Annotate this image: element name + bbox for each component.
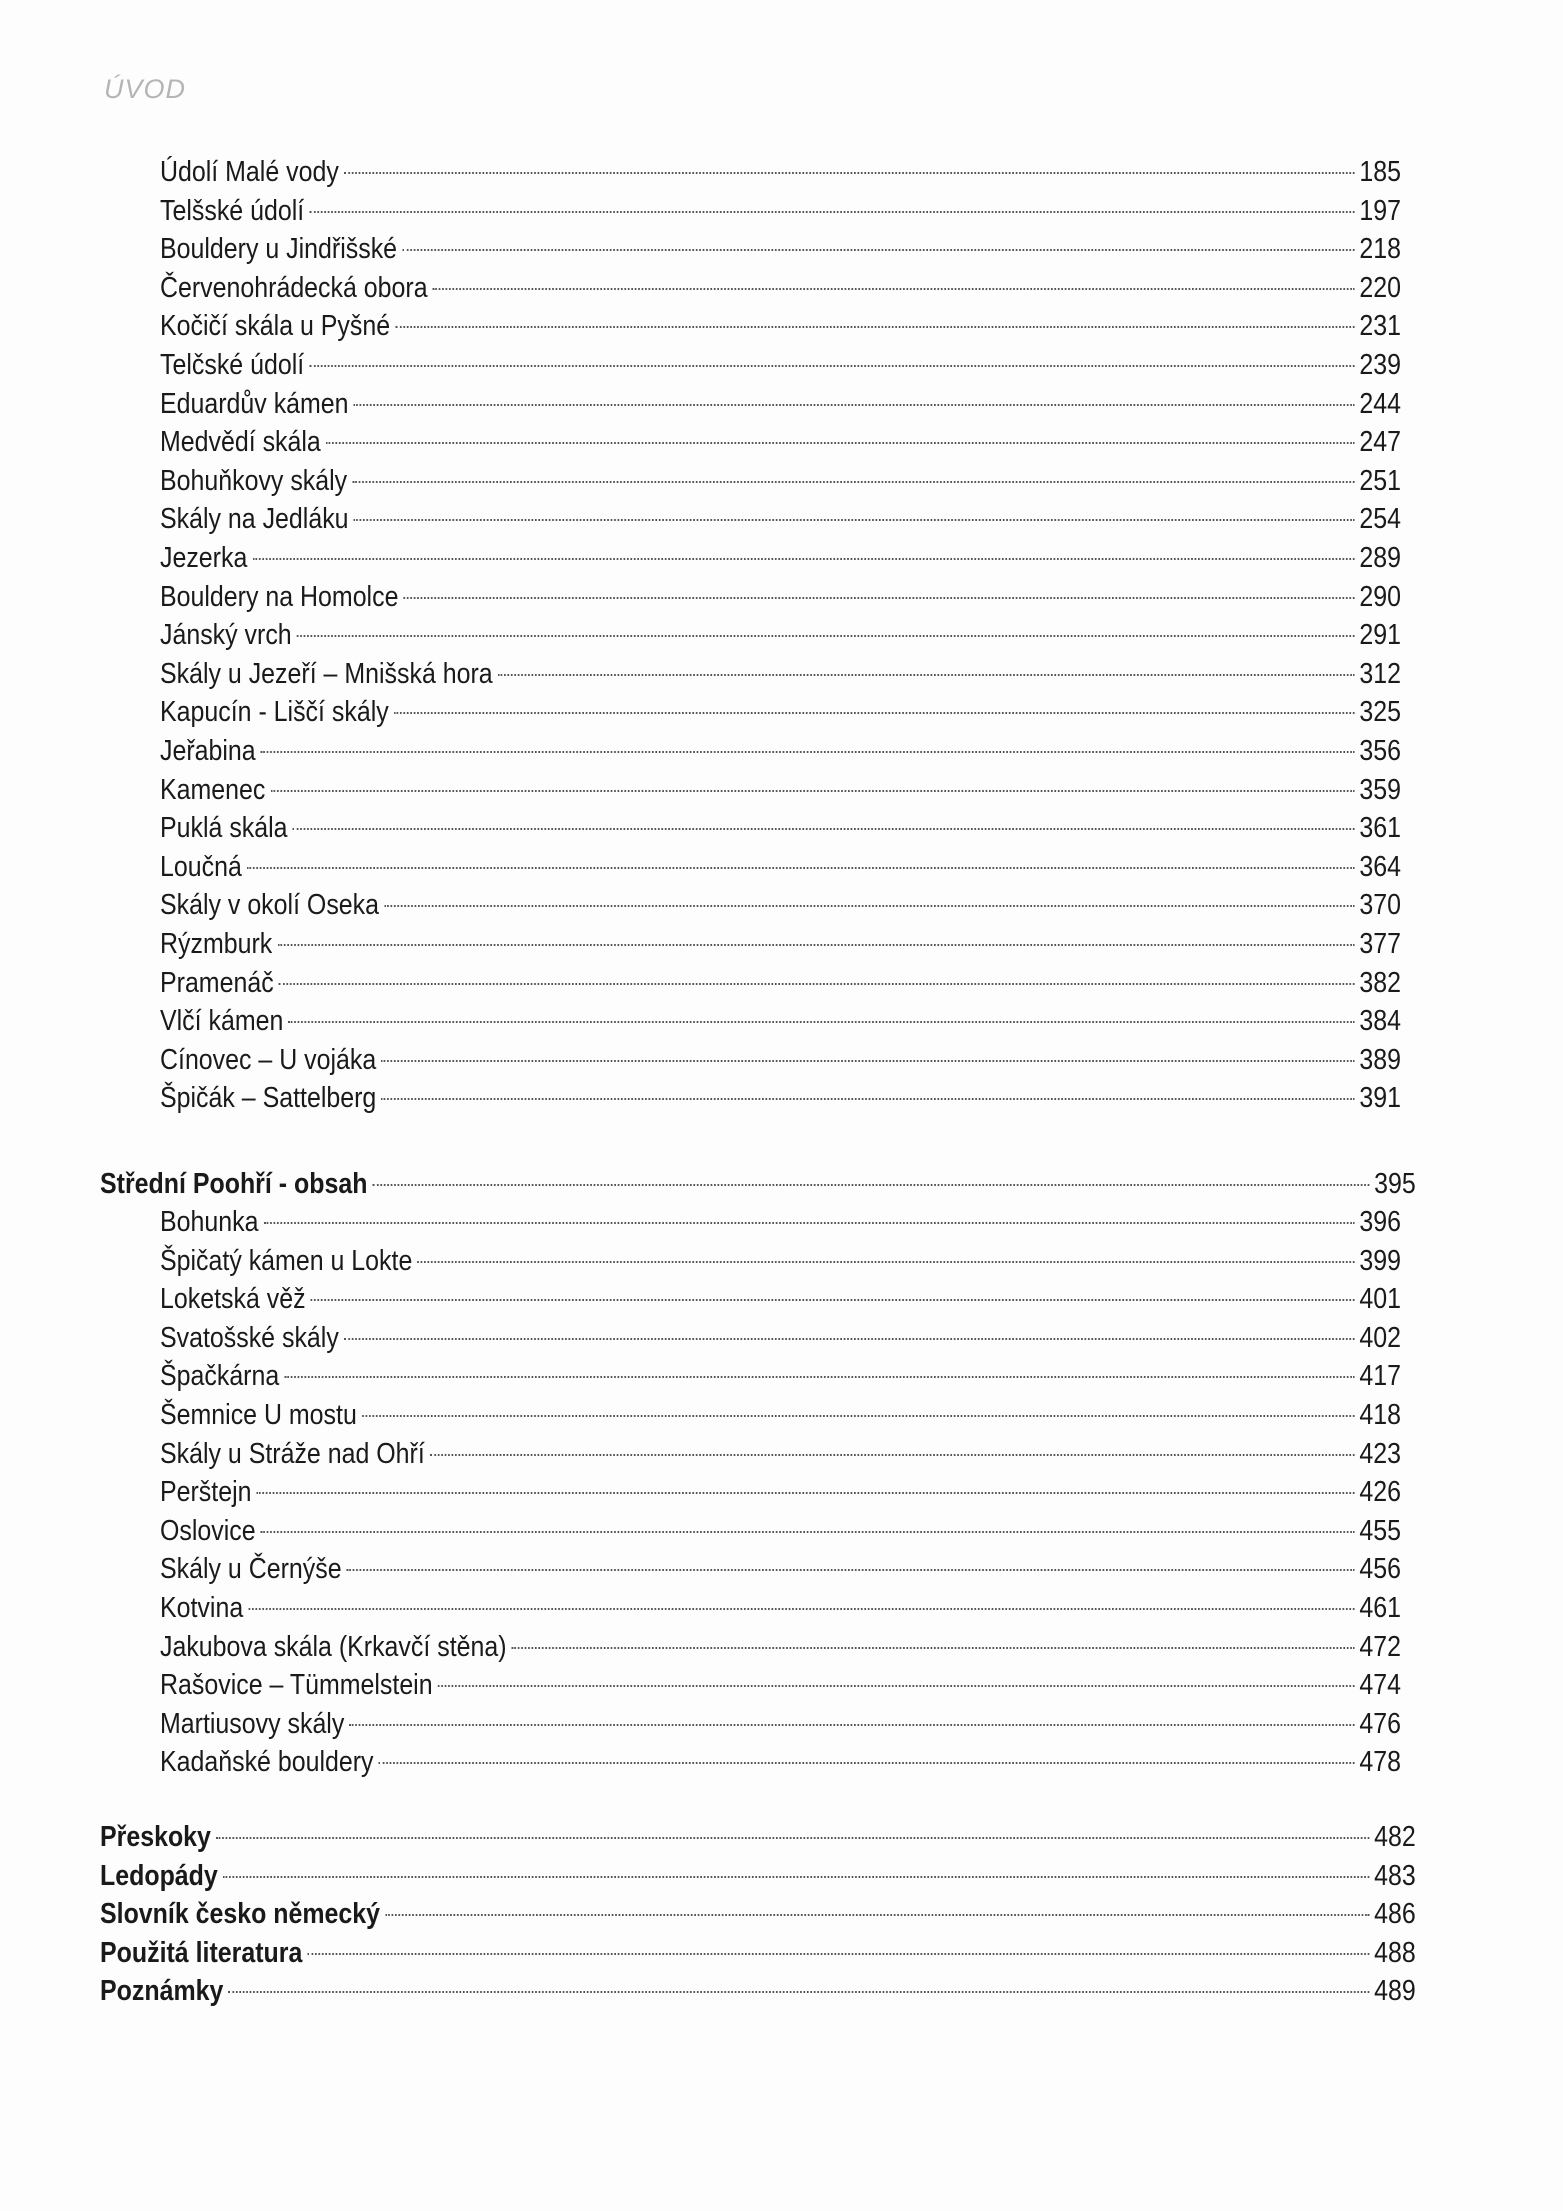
toc-entry-title: Šemnice U mostu	[160, 1399, 357, 1431]
toc-entry-title: Loketská věž	[160, 1283, 306, 1316]
toc-entry-page-number: 359	[1359, 773, 1401, 806]
toc-entry-page-number: 401	[1359, 1283, 1401, 1316]
toc-entry-page-number: 486	[1374, 1898, 1416, 1931]
toc-entry-page-number: 356	[1359, 735, 1401, 767]
toc-entry-title: Vlčí kámen	[160, 1005, 284, 1038]
dot-leader	[438, 1685, 1354, 1687]
dot-leader	[344, 172, 1354, 174]
toc-entry-title: Špičatý kámen u Lokte	[160, 1244, 413, 1277]
dot-leader	[248, 1608, 1354, 1610]
toc-entry-title: Pramenáč	[160, 966, 274, 999]
toc-entry-title: Jeřabina	[160, 735, 256, 767]
toc-entry-title: Kadaňské bouldery	[160, 1746, 374, 1779]
dot-leader	[271, 790, 1355, 792]
toc-entry-page-number: 426	[1359, 1476, 1401, 1509]
dot-leader	[308, 1953, 1370, 1955]
toc-entry-title: Bouldery na Homolce	[160, 580, 399, 613]
toc-entry-title: Jánský vrch	[160, 619, 292, 652]
dot-leader	[347, 1569, 1354, 1571]
toc-entry-page-number: 402	[1359, 1321, 1401, 1354]
dot-leader	[404, 597, 1355, 599]
toc-entry-page-number: 247	[1359, 426, 1401, 459]
toc-entry-title: Cínovec – U vojáka	[160, 1043, 377, 1076]
toc-entry-page-number: 231	[1359, 310, 1401, 343]
toc-entry-title: Kapucín - Liščí skály	[160, 696, 389, 729]
toc-entry-page-number: 377	[1359, 928, 1401, 960]
toc-entry-page-number: 312	[1359, 657, 1401, 690]
toc-entry-title: Bohunka	[160, 1206, 259, 1238]
toc-entry-title: Jezerka	[160, 542, 248, 574]
toc-entry-page-number: 251	[1359, 464, 1401, 497]
toc-entry	[160, 1666, 1401, 1704]
toc-entry-page-number: 461	[1359, 1592, 1401, 1624]
toc-entry-title: Jakubova skála (Krkavčí stěna)	[160, 1630, 507, 1663]
toc-entry-title: Špičák – Sattelberg	[160, 1082, 377, 1115]
dot-leader	[373, 1184, 1369, 1186]
toc-entry	[160, 1435, 1401, 1473]
toc-entry	[160, 385, 1401, 423]
dot-leader	[297, 635, 1354, 637]
toc-entry-page-number: 325	[1359, 696, 1401, 729]
toc-entry-page-number: 455	[1359, 1514, 1401, 1547]
toc-entry-page-number: 364	[1359, 850, 1401, 883]
toc-section-entry	[100, 1818, 1416, 1856]
dot-leader	[395, 326, 1354, 328]
dot-leader	[229, 1991, 1369, 1993]
dot-leader	[385, 1914, 1369, 1916]
toc-section-entry	[100, 1934, 1416, 1972]
dot-leader	[289, 1021, 1355, 1023]
toc-entry-page-number: 218	[1359, 233, 1401, 266]
toc-entry-title: Skály u Černýše	[160, 1553, 342, 1586]
toc-entry-title: Bohuňkovy skály	[160, 464, 348, 497]
toc-entry-page-number: 370	[1359, 889, 1401, 922]
toc-entry-title: Puklá skála	[160, 812, 288, 845]
toc-entry	[160, 848, 1401, 886]
toc-entry	[160, 1280, 1401, 1318]
toc-entry	[160, 925, 1401, 963]
toc-entry	[160, 1319, 1401, 1357]
toc-entry-page-number: 417	[1359, 1360, 1401, 1393]
toc-entry-title: Martiusovy skály	[160, 1707, 345, 1740]
toc-entry-page-number: 456	[1359, 1553, 1401, 1586]
dot-leader	[257, 1492, 1355, 1494]
toc-entry	[160, 693, 1401, 731]
dot-leader	[384, 905, 1354, 907]
dot-leader	[252, 558, 1354, 560]
toc-entry-title: Perštejn	[160, 1476, 252, 1509]
dot-leader	[354, 519, 1354, 521]
dot-leader	[512, 1647, 1354, 1649]
toc-entry	[160, 964, 1401, 1002]
toc-entry	[160, 1473, 1401, 1511]
dot-leader	[216, 1837, 1369, 1839]
toc-entry	[160, 1396, 1401, 1434]
dot-leader	[394, 712, 1354, 714]
toc-entry-title: Svatošské skály	[160, 1321, 339, 1354]
toc-entry-title: Skály v okolí Oseka	[160, 889, 380, 922]
toc-entry	[160, 346, 1401, 384]
dot-leader	[293, 828, 1354, 830]
toc-entry-title: Medvědí skála	[160, 426, 321, 459]
dot-leader	[247, 867, 1354, 869]
toc-entry-title: Eduardův kámen	[160, 387, 349, 420]
toc-entry	[160, 307, 1401, 345]
toc-section-entry	[100, 1165, 1416, 1203]
toc-entry-title: Slovník česko německý	[100, 1898, 381, 1931]
toc-entry-title: Loučná	[160, 850, 242, 883]
toc-entry-title: Skály u Jezeří – Mnišská hora	[160, 657, 493, 690]
dot-leader	[381, 1098, 1354, 1100]
toc-entry	[160, 1743, 1401, 1781]
toc-entry	[160, 655, 1401, 693]
toc-entry	[160, 1550, 1401, 1588]
dot-leader	[402, 249, 1354, 251]
toc-entry	[160, 1079, 1401, 1117]
toc-entry-page-number: 483	[1374, 1859, 1416, 1892]
toc-entry-page-number: 291	[1359, 619, 1401, 652]
toc-entry-page-number: 488	[1374, 1936, 1416, 1969]
toc-entry-title: Použitá literatura	[100, 1936, 303, 1969]
toc-entry-title: Špačkárna	[160, 1360, 280, 1393]
toc-entry-title: Telšské údolí	[160, 194, 305, 227]
running-header: ÚVOD	[104, 74, 187, 104]
toc-entry	[160, 1041, 1401, 1079]
dot-leader	[430, 1454, 1354, 1456]
toc-entry-title: Červenohrádecká obora	[160, 271, 428, 304]
toc-entry-title: Kočičí skála u Pyšné	[160, 310, 391, 343]
toc-entry	[160, 500, 1401, 538]
toc-entry-title: Střední Poohří - obsah	[100, 1168, 368, 1200]
toc-entry-page-number: 361	[1359, 812, 1401, 845]
toc-section-entry	[100, 1857, 1416, 1895]
toc-entry-page-number: 391	[1359, 1082, 1401, 1115]
toc-entry-page-number: 290	[1359, 580, 1401, 613]
dot-leader	[261, 1531, 1354, 1533]
toc-entry-page-number: 476	[1359, 1707, 1401, 1740]
toc-entry	[160, 1002, 1401, 1040]
toc-entry-page-number: 489	[1374, 1975, 1416, 2008]
toc-entry-page-number: 482	[1374, 1821, 1416, 1853]
dot-leader	[498, 674, 1354, 676]
dot-leader	[311, 1299, 1354, 1301]
toc-section-entry	[100, 1972, 1416, 2010]
dot-leader	[309, 211, 1354, 213]
toc-entry-title: Poznámky	[100, 1975, 224, 2008]
toc-entry-page-number: 396	[1359, 1206, 1401, 1238]
toc-entry	[160, 616, 1401, 654]
toc-entry	[160, 578, 1401, 616]
toc-entry-title: Kamenec	[160, 773, 266, 806]
dot-leader	[354, 404, 1354, 406]
toc-entry-page-number: 197	[1359, 194, 1401, 227]
toc-entry-title: Údolí Malé vody	[160, 156, 339, 188]
toc-entry-title: Rašovice – Tümmelstein	[160, 1669, 433, 1702]
toc-entry	[160, 1357, 1401, 1395]
toc-section-entry	[100, 1895, 1416, 1933]
toc-entry-title: Oslovice	[160, 1514, 256, 1547]
toc-entry	[160, 192, 1401, 230]
dot-leader	[417, 1261, 1354, 1263]
toc-entry-title: Rýzmburk	[160, 928, 273, 960]
dot-leader	[433, 288, 1354, 290]
toc-entry-title: Kotvina	[160, 1592, 244, 1624]
toc-entry	[160, 1705, 1401, 1743]
toc-entry-page-number: 418	[1359, 1399, 1401, 1431]
toc-entry-page-number: 185	[1359, 156, 1401, 188]
toc-entry-title: Bouldery u Jindřišské	[160, 233, 398, 266]
toc-entry	[160, 269, 1401, 307]
toc-entry	[160, 886, 1401, 924]
toc-entry	[160, 1628, 1401, 1666]
dot-leader	[362, 1415, 1354, 1417]
dot-leader	[326, 442, 1354, 444]
toc-entry-title: Skály u Stráže nad Ohří	[160, 1437, 425, 1470]
toc-entry-title: Skály na Jedláku	[160, 503, 349, 536]
dot-leader	[261, 751, 1354, 753]
dot-leader	[264, 1222, 1355, 1224]
dot-leader	[381, 1060, 1354, 1062]
toc-entry-page-number: 423	[1359, 1437, 1401, 1470]
toc-entry	[160, 1512, 1401, 1550]
toc-entry	[160, 732, 1401, 770]
dot-leader	[284, 1376, 1354, 1378]
toc-entry-page-number: 254	[1359, 503, 1401, 536]
dot-leader	[309, 365, 1354, 367]
toc-entry	[160, 462, 1401, 500]
toc-entry-page-number: 389	[1359, 1043, 1401, 1076]
toc-entry-page-number: 395	[1374, 1168, 1416, 1200]
dot-leader	[277, 944, 1354, 946]
toc-entry-title: Přeskoky	[100, 1821, 211, 1853]
toc-entry-page-number: 289	[1359, 542, 1401, 574]
toc-entry	[160, 1242, 1401, 1280]
dot-leader	[352, 481, 1354, 483]
dot-leader	[379, 1762, 1355, 1764]
dot-leader	[223, 1876, 1369, 1878]
toc-entry-page-number: 384	[1359, 1005, 1401, 1038]
toc-entry-page-number: 220	[1359, 271, 1401, 304]
toc-entry	[160, 1589, 1401, 1627]
toc-entry	[160, 230, 1401, 268]
toc-entry	[160, 153, 1401, 191]
dot-leader	[279, 983, 1354, 985]
toc-entry	[160, 423, 1401, 461]
toc-entry	[160, 1203, 1401, 1241]
toc-entry-page-number: 244	[1359, 387, 1401, 420]
toc-entry-page-number: 478	[1359, 1746, 1401, 1779]
toc-entry-page-number: 399	[1359, 1244, 1401, 1277]
toc-entry-title: Telčské údolí	[160, 349, 305, 381]
toc-entry	[160, 809, 1401, 847]
toc-entry	[160, 771, 1401, 809]
dot-leader	[349, 1724, 1354, 1726]
toc-entry-page-number: 382	[1359, 966, 1401, 999]
toc-entry-title: Ledopády	[100, 1859, 218, 1892]
toc-entry-page-number: 472	[1359, 1630, 1401, 1663]
dot-leader	[344, 1338, 1354, 1340]
toc-entry-page-number: 239	[1359, 349, 1401, 381]
toc-entry-page-number: 474	[1359, 1669, 1401, 1702]
toc-entry	[160, 539, 1401, 577]
